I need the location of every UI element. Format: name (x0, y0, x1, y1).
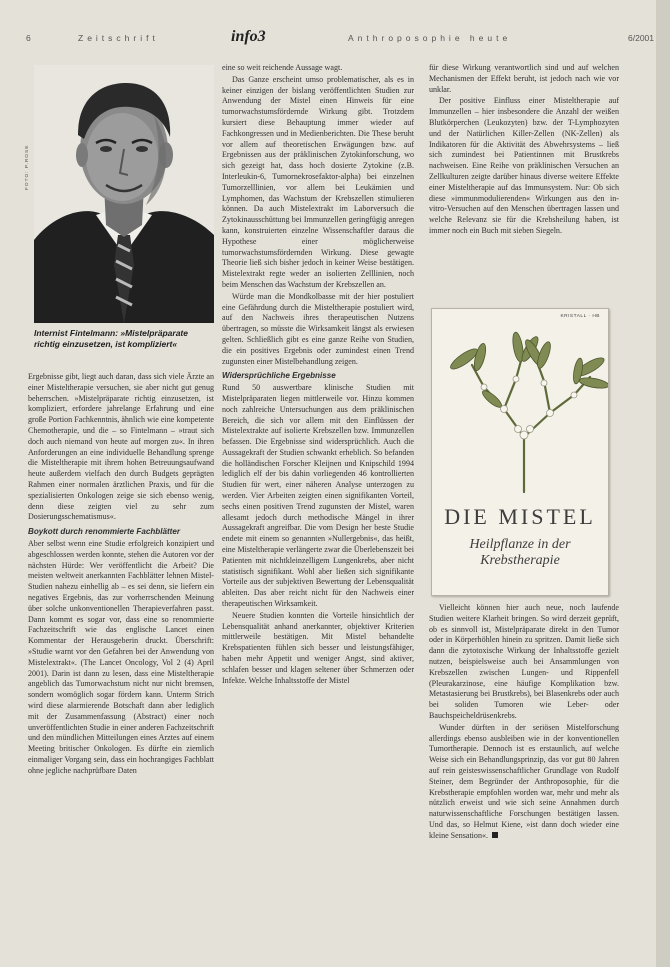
photo-caption: Internist Fintelmann: »Mistelpräparate richtig einzusetzen, ist kompliziert« (34, 328, 188, 349)
paragraph: Der positive Einfluss einer Misteltherapie auf Immunzellen – hier insbesondere die Anzahl der weißen Blutkörperchen (Leukozyten) bzw. der T-Lymphozyten und der Natürlichen Killer-Zellen (NK-Zellen) als Indikatoren für die Aktivität des Abwehrsystems – ließ sich zumindest bei Patientinnen mit Brustkrebs nachweisen. Eine Reihe von präklinischen Versuchen an Zellkulturen zeigte darüber hinaus diverse weitere Effekte einer Misteltherapie auf das Immunsystem. Nur: Ob sich diese »immunmodulierenden« Wirkungen aus den in-vitro-Versuchen auf den Menschen übertragen lassen und welche Relevanz sie für die Krebsheilung haben, ist immer noch ein Buch mit sieben Siegeln. (429, 96, 619, 235)
page-gutter (656, 0, 670, 967)
mistletoe-illustration (432, 317, 608, 507)
article-column-3-top (429, 63, 619, 238)
running-header (26, 30, 654, 46)
paragraph: eine so weit reichende Aussage wagt. (222, 63, 343, 72)
page-number: 6 (26, 33, 31, 43)
paragraph: Ergebnisse gibt, liegt auch daran, dass sich viele Ärzte an einer Misteltherapie versuchen, sie aber nicht gut genug beherrschen. »Mistelpräparate richtig einzusetzen, ist kompliziert, erfordere jahrelange Erfahrung und eine große Portion Fachkenntnis, ähnlich wie eine kompetente Chemotherapie, und die – so Fintelmann – »traut sich doch auch niemand von heute auf morgen zu«. In ihren Anforderungen an eine individuelle Behandlung sprenge die Misteltherapie mit ihrem hohen Betreuungsaufwand heute außerdem vielfach den durch Budgets geprägten Rahmen einer normalen ärztlichen Praxis, und für die spezialisierten Onkologen zeige sie sich ebenso wenig, denn diese zeigten viel zu sehr zum Dosierungsschematismus«. (28, 372, 214, 522)
closing-text: Wunder dürften in der seriösen Mistelforschung allerdings ebenso ausbleiben wie in der konventionellen Tumortherapie. Dennoch ist es erstaunlich, auf welche Weise sich ein Behandlungsprinzip, das vor gut 80 Jahren auf rein geisteswissenschaftlicher Grundlage von Rudolf Steiner, dem Begründer der Anthroposophie, für die Krebstherapie empfohlen worden war, mehr und mehr als nützlich erweist und wie sich seine Annahmen durch naturwissenschaftliche Forschungen bestätigen lassen. Und das, so Helmut Kiene, »ist dann doch wieder eine kleine Sensation«. (429, 722, 619, 840)
paragraph: für diese Wirkung verantwortlich sind und auf welchen Mechanismen der Effekt beruht, ist jedoch nach wie vor unklar. (429, 63, 619, 94)
closing-paragraph (429, 723, 619, 842)
article-column-1 (28, 372, 214, 777)
article-column-3-bottom (429, 603, 619, 843)
book-cover (431, 308, 609, 596)
book-title: DIE MISTEL (444, 504, 596, 529)
book-publisher-tag: KRISTALL · HB (560, 314, 600, 319)
paragraph: Neuere Studien konnten die Vorteile hinsichtlich der Lebensqualität anhand anerkannter, objektiver Kriterien mittlerweile bestätigen. Mit Mistel behandelte Krebspatienten fühlen sich besser und leistungsfähiger, haben mehr Appetit und weniger Angst, sind aktiver, schlafen besser und klagen seltener über Schmerzen oder Infekte. Welche Inhaltsstoffe der Mistel (222, 610, 414, 685)
subheading: Widersprüchliche Ergebnisse (222, 371, 336, 381)
paragraph: Würde man die Mondkolbasse mit der hier postuliert eine Gefährdung durch die Misteltherapie postuliert wird, auf den Nachweis ihres therapeutischen Nutzens übertragen, so müsste die Wirksamkeit längst als erwiesen gelten. Schließlich gibt es eine ganze Reihe von Studien, die ein positives Ergebnis oder zumindest einen Trend zugunsten einer Mistelbehandlung zeigen. (222, 291, 414, 366)
end-mark-icon (492, 832, 498, 838)
paragraph: Rund 50 auswertbare klinische Studien mit Mistelpräparaten liegen mittlerweile vor. Hinzu kommen noch zahlreiche Untersuchungen aus dem präklinischen Bereich, die sich vor allem mit den Einflüssen der Mistelextrakte auf isolierte Krebszellen bzw. Immunzellen befassen. Die Ergebnisse sind widersprüchlich. Auch die Aussagekraft der Studien schwankt erheblich. So befanden die holländischen Forscher Kleijnen und Knipschild 1994 lediglich elf der bis dahin vorliegenden 46 kontrollierten Studien für wert, einer näheren Analyse unterzogen zu werden. Vier Arbeiten zeigten einen signifikanten Vorteil, sechs einen positiven Trend zugunsten der Mistel, waren allesamt jedoch durch methodische Mängel in ihrer Aussagekraft angreifbar. Die vom Design her beste Studie endete mit einem so genannten »Nullergebnis«, das heißt, eine Misteltherapie verlängerte zwar die Überlebenszeit bei Patienten mit nichtkleinzelligem Lungenkrebs, aber nicht statistisch signifikant. Wohl aber ließen sich signifikante Vorteile aus der subjektiven Bewertung der Lebensqualität ableiten. Das aber reicht nicht für den Nachweis einer therapeutischen Wirksamkeit. (222, 383, 414, 609)
header-left-title: Zeitschrift (78, 33, 159, 43)
subheading: Boykott durch renommierte Fachblätter (28, 527, 181, 537)
header-right-title: Anthroposophie heute (348, 33, 512, 43)
article-column-2 (222, 63, 414, 687)
photo-credit: FOTO: P.ROSE (25, 144, 30, 190)
book-subtitle: Heilpflanze in der Krebstherapie (469, 537, 571, 568)
issue-number: 6/2001 (628, 33, 654, 43)
paragraph: Aber selbst wenn eine Studie erfolgreich konzipiert und abgeschlossen werden konnte, stehen die Autoren vor der nächsten Hürde: Wer veröffentlicht die Arbeit? Die meisten weltweit anerkannten Fachblätter lehnen Mistel-Studien nahezu einhellig ab – es sei denn, sie liefern ein negatives Ergebnis, das zur vorherrschenden Meinung über solche unkonventionellen Therapieverfahren passt. Dann kommt es sogar vor, dass eine so renommierte Fachzeitschrift wie das englische Lancet einen Kommentar der Herausgeberin druckt. Überschrift: »Studie warnt vor den Gefahren bei der Anwendung von Mistelextrakt«. (The Lancet Oncology, Vol 2 (4) April 2001). Darin ist dann zu lesen, dass eine Misteltherapie angeblich das Tumorwachstum nicht nur nicht bremsen, sondern womöglich sogar fördern kann. Unterm Strich wird diese alarmierende Botschaft dann aber lediglich mit der Zusammenfassung (Abstract) einer noch unveröffentlichten Studie in einer anderen Fachzeitschrift und den mündlichen Mitteilungen eines Arztes auf einem Meeting britischer Onkologen. Es dürfte ein ziemlich einmaliger Vorgang sein, dass ein hochrangiges Fachblatt ohne jegliche nachprüfbare Daten (28, 538, 214, 775)
paragraph: Das Ganze erscheint umso problematischer, als es in keiner einzigen der bislang veröffentlichten Studien zur Anwendung der Mistel einen Hinweis für eine tumorwachstumsfördernde Wirkung gibt. Trotzdem kursiert diese Behauptung immer wieder auf Fachkongressen und in Medienberichten. Die These beruht vor allem auf theoretischen Erwägungen bzw. auf Ergebnissen aus der präklinischen Zytokinforschung, wo sich gezeigt hat, dass hoch dosierte Zytokine (z.B. Interleukin-6, Tumornekrosefaktor-alpha) bei einzelnen Tumorzelllinien, vor allem bei Leukämien und Lymphomen, das Wachstum der Krebszellen stimulieren können. Da auch Mistelextrakt im Laborversuch die Zytokinausschüttung bei Immunzellen geringfügig anregen kann, konstruierten einzelne Wissenschaftler daraus die Hypothese einer möglicherweise tumorwachstumsfördernden Wirkung. Diese gewagte Theorie ließ sich bisher jedoch in keiner Weise bestätigen. Mistelextrakt regte weder an isolierten Zelllinien, noch beim Menschen das Wachstum der Krebszellen an. (222, 74, 414, 289)
portrait-photo (34, 65, 214, 323)
paragraph: Vielleicht können hier auch neue, noch laufende Studien weitere Klarheit bringen. So wird derzeit geprüft, ob es sinnvoll ist, Mistelpräparate direkt in den Tumor oder in Körperhöhlen hinein zu spritzen. Damit ließe sich dann die zytotoxische Wirkung der Inhaltsstoffe gezielt nutzen, beispielsweise auch bei Ansammlungen von Krebszellen zwischen Lungen- und Rippenfell (Pleurakarzinose, eine häufige Komplikation bzw. Metastasierung bei Brustkrebs), bei Blasenkrebs oder auch bei soliden Tumoren wie Leber- oder Bauchspeicheldrüsenkrebs. (429, 603, 619, 720)
brand-logo: info3 (231, 28, 266, 45)
